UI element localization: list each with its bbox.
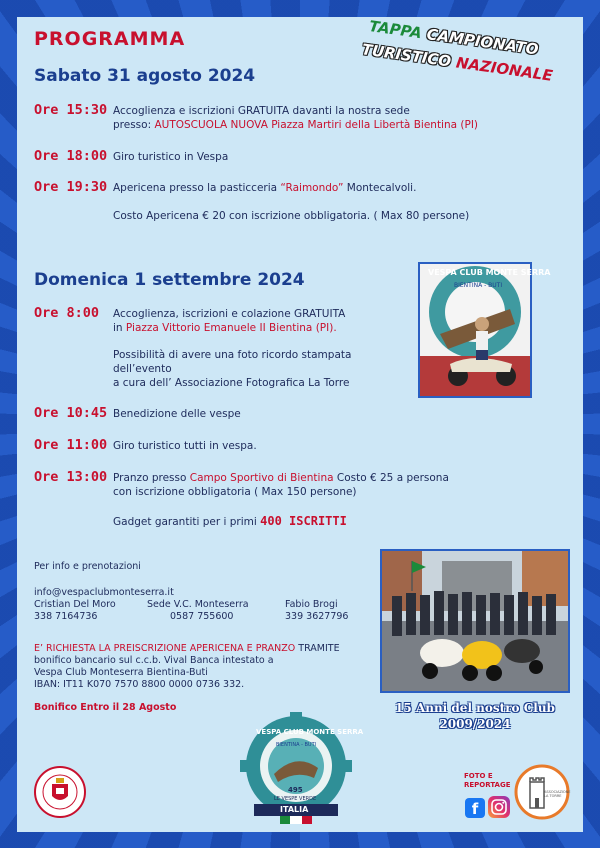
payment-deadline: Bonifico Entro il 28 Agosto xyxy=(34,702,177,713)
instagram-glyph xyxy=(488,796,510,818)
sat-item-3-venue: “Raimondo” xyxy=(280,182,344,194)
sun-item-1-venue: Piazza Vittorio Emanuele II Bientina (PI). xyxy=(125,322,337,334)
group-photo-caption xyxy=(380,700,570,732)
badge-word-turistico: TURISTICO xyxy=(360,40,453,71)
photo-reportage-label xyxy=(464,772,511,790)
notice-red: E’ RICHIESTA LA PREISCRIZIONE APERICENA E PRANZO xyxy=(34,643,296,654)
sat-item-3-suffix: Montecalvoli. xyxy=(343,182,417,194)
assoc-text: ASSOCIAZIONE LA TORRE xyxy=(544,790,571,798)
bank-line-1: bonifico bancario sul c.c.b. Vival Banca intestato a xyxy=(34,655,274,666)
sun-item-1-extra2: dell’evento xyxy=(113,363,172,375)
sun-item-2-line1: Benedizione delle vespe xyxy=(113,408,241,420)
contact-person-1-phone[interactable]: 338 7164736 xyxy=(34,611,98,622)
sun-time-4: Ore 13:00 xyxy=(34,469,108,485)
sun-time-3: Ore 11:00 xyxy=(34,437,108,453)
logo-arc-text: VESPA CLUB MONTE SERRA xyxy=(256,728,364,736)
badge-word-campionato: CAMPIONATO xyxy=(425,25,540,59)
sun-item-4-line2: con iscrizione obbligatoria ( Max 150 persone) xyxy=(113,486,357,498)
contact-email[interactable]: info@vespaclubmonteserra.it xyxy=(34,587,174,598)
sun-time-2: Ore 10:45 xyxy=(34,405,108,421)
badge-word-tappa: TAPPA xyxy=(367,17,423,43)
sun-item-3-line1: Giro turistico tutti in vespa. xyxy=(113,440,257,452)
sun-item-4-prefix: Pranzo presso xyxy=(113,472,190,484)
sat-item-3-prefix: Apericena presso la pasticceria xyxy=(113,182,281,194)
instagram-icon[interactable] xyxy=(488,796,510,818)
foto-label-line1: FOTO E xyxy=(464,772,493,780)
sat-item-1-venue: AUTOSCUOLA NUOVA Piazza Martiri della Libertà Bientina (PI) xyxy=(154,119,479,131)
caption-line-2: 2009/2024 xyxy=(439,717,511,731)
sat-item-1-line2 xyxy=(113,118,478,132)
notice-suffix: TRAMITE xyxy=(295,643,340,654)
comune-seal-icon xyxy=(34,766,86,818)
gadget-prefix: Gadget garantiti per i primi xyxy=(113,516,261,528)
photo1-banner: VESPA CLUB MONTE SERRA xyxy=(428,268,551,277)
badge-word-nazionale: NAZIONALE xyxy=(454,53,554,85)
bank-line-2: Vespa Club Monteserra Bientina-Buti xyxy=(34,667,208,678)
club-photo-vespa xyxy=(418,262,551,398)
contact-person-2-phone[interactable]: 0587 755600 xyxy=(170,611,234,622)
logo-number: 495 xyxy=(288,786,303,794)
vespa-club-logo xyxy=(240,712,364,824)
sun-time-1: Ore 8:00 xyxy=(34,305,100,321)
logo-inner-text: BIENTINA - BUTI xyxy=(276,742,317,748)
logo-country: ITALIA xyxy=(280,805,309,814)
contact-person-2-name: Sede V.C. Monteserra xyxy=(147,599,249,610)
sat-item-3-line1 xyxy=(113,181,416,195)
sun-item-1-prefix: in xyxy=(113,322,126,334)
contact-person-3-phone[interactable]: 339 3627796 xyxy=(285,611,349,622)
saturday-heading: Sabato 31 agosto 2024 xyxy=(34,66,256,86)
sun-item-1-line2 xyxy=(113,321,337,335)
iban: IBAN: IT11 K070 7570 8800 0000 0736 332. xyxy=(34,679,245,690)
page-title: PROGRAMMA xyxy=(34,28,186,50)
sat-time-1: Ore 15:30 xyxy=(34,102,108,118)
sun-item-4-venue: Campo Sportivo di Bientina xyxy=(189,472,334,484)
sat-item-2-line1: Giro turistico in Vespa xyxy=(113,151,229,163)
sat-time-3: Ore 19:30 xyxy=(34,179,108,195)
caption-line-1: 15 Anni del nostro Club xyxy=(395,701,555,715)
sat-item-1-line1: Accoglienza e iscrizioni GRATUITA davanti la nostra sede xyxy=(113,105,410,117)
sun-item-1-line1: Accoglienza, iscrizioni e colazione GRATUITA xyxy=(113,308,346,320)
sat-item-1-prefix: presso: xyxy=(113,119,155,131)
logo-motto: LE VESPE VERDE xyxy=(274,796,317,802)
club-group-photo xyxy=(380,549,570,693)
contacts-heading: Per info e prenotazioni xyxy=(34,561,141,572)
contact-person-1-name: Cristian Del Moro xyxy=(34,599,116,610)
sat-time-2: Ore 18:00 xyxy=(34,148,108,164)
foto-label-line2: REPORTAGE xyxy=(464,781,511,789)
sun-item-4-line1 xyxy=(113,471,449,485)
contact-person-3-name: Fabio Brogi xyxy=(285,599,338,610)
group-photo-illustration xyxy=(382,551,568,691)
sun-item-4-suffix: Costo € 25 a persona xyxy=(333,472,449,484)
sun-item-1-extra3: a cura dell’ Associazione Fotografica La Torre xyxy=(113,377,350,389)
gadget-line xyxy=(113,514,347,529)
photo1-sub: BIENTINA - BUTI xyxy=(454,282,503,289)
facebook-icon[interactable]: f xyxy=(465,798,485,818)
sat-cost: Costo Apericena € 20 con iscrizione obbligatoria. ( Max 80 persone) xyxy=(113,210,470,222)
gadget-count: 400 ISCRITTI xyxy=(260,514,347,528)
associazione-la-torre-logo xyxy=(514,764,570,820)
comune-bientina-seal xyxy=(34,766,86,818)
sunday-heading: Domenica 1 settembre 2024 xyxy=(34,270,305,290)
sun-item-1-extra1: Possibilità di avere una foto ricordo stampata xyxy=(113,349,352,361)
